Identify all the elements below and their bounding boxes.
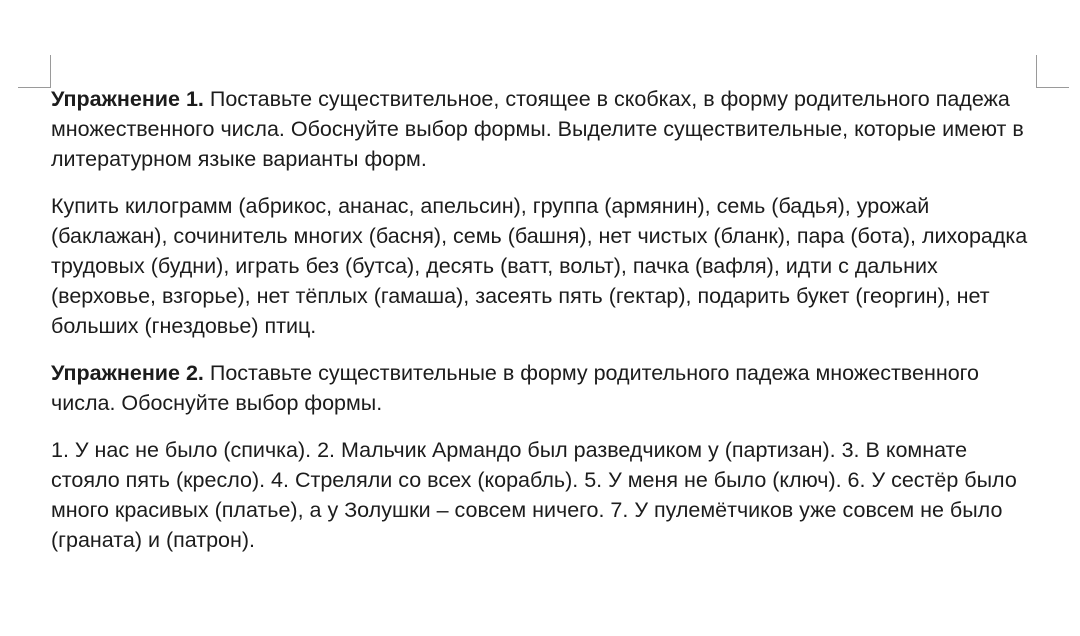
exercise-2-heading: Упражнение 2. bbox=[51, 361, 204, 385]
exercise-1-instruction-text: Поставьте существительное, стоящее в скобках, в форму родительного падежа множественного числа. Обоснуйте выбор формы. Выделите существительные, которые имеют в литературном языке варианты форм. bbox=[51, 87, 1024, 171]
exercise-2-instruction bbox=[51, 358, 1041, 418]
document-body bbox=[51, 84, 1041, 572]
exercise-2-task: 1. У нас не было (спичка). 2. Мальчик Армандо был разведчиком у (партизан). 3. В комнате стояло пять (кресло). 4. Стреляли со всех (корабль). 5. У меня не было (ключ). 6. У сестёр было много красивых (платье), а у Золушки – совсем ничего. 7. У пулемётчиков уже совсем не было (граната) и (патрон). bbox=[51, 438, 1017, 552]
page-corner-mark-left bbox=[18, 55, 51, 88]
exercise-1-heading: Упражнение 1. bbox=[51, 87, 204, 111]
exercise-1-instruction bbox=[51, 84, 1041, 174]
exercise-2-instruction-text: Поставьте существительные в форму родительного падежа множественного числа. Обоснуйте выбор формы. bbox=[51, 361, 979, 415]
exercise-1-task: Купить килограмм (абрикос, ананас, апельсин), группа (армянин), семь (бадья), урожай (баклажан), сочинитель многих (басня), семь (башня), нет чистых (бланк), пара (бота), лихорадка трудовых (будни), играть без (бутса), десять (ватт, вольт), пачка (вафля), идти с дальних (верховье, взгорье), нет тёплых (гамаша), засеять пять (гектар), подарить букет (георгин), нет больших (гнездовье) птиц. bbox=[51, 194, 1028, 338]
